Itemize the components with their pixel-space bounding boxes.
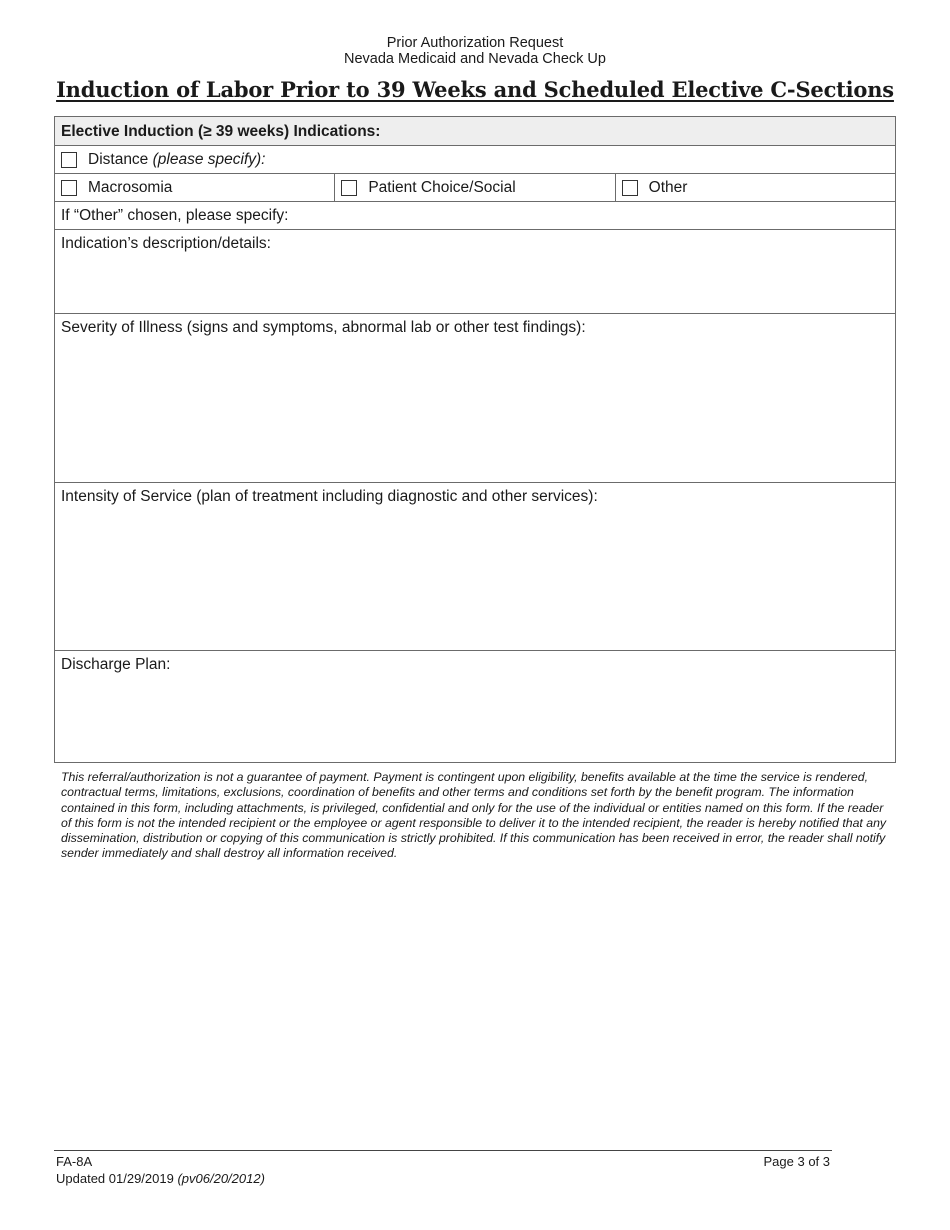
- indication-details-field[interactable]: [55, 229, 895, 313]
- header-line-1: Prior Authorization Request: [386, 35, 564, 51]
- intensity-field[interactable]: [55, 482, 895, 650]
- other-specify-label: If “Other” chosen, please specify:: [61, 207, 289, 224]
- footer-form-info: [56, 1153, 265, 1187]
- form-id: FA-8A: [56, 1154, 93, 1169]
- page-number: Page 3 of 3: [763, 1154, 830, 1169]
- options-row: [55, 173, 895, 201]
- severity-field[interactable]: [55, 313, 895, 482]
- discharge-plan-field[interactable]: [55, 650, 895, 762]
- option-macrosomia[interactable]: [55, 174, 334, 201]
- distance-checkbox[interactable]: [61, 152, 77, 168]
- updated-date: Updated 01/29/2019: [56, 1171, 174, 1186]
- header-line-2: Nevada Medicaid and Nevada Check Up: [344, 51, 606, 67]
- patient-choice-label: Patient Choice/Social: [368, 179, 516, 196]
- disclaimer-text: This referral/authorization is not a guarantee of payment. Payment is contingent upon eligibility, benefits available at the time the service is rendered, contractual terms, limitations, exclusions, coordination of benefits and other terms and conditions set forth by the benefit program. The information contained in this form, including attachments, is privileged, confidential and only for the use of the individual or entities named on this form. If the reader of this form is not the intended recipient or the employee or agent responsible to deliver it to the intended recipient, the reader is hereby notified that any dissemination, distribution or copying of this communication is strictly prohibited. If this communication has been received in error, the reader shall notify sender immediately and shall destroy all information received.: [61, 770, 887, 861]
- discharge-plan-label: Discharge Plan:: [61, 656, 171, 673]
- authorization-form: [54, 116, 896, 763]
- document-header: [0, 35, 950, 67]
- intensity-label: Intensity of Service (plan of treatment including diagnostic and other services):: [61, 488, 598, 505]
- patient-choice-checkbox[interactable]: [341, 180, 357, 196]
- severity-label: Severity of Illness (signs and symptoms, abnormal lab or other test findings):: [61, 319, 586, 336]
- page-title: Induction of Labor Prior to 39 Weeks and Scheduled Elective C-Sections: [56, 77, 894, 102]
- other-checkbox[interactable]: [622, 180, 638, 196]
- distance-row: [55, 145, 895, 173]
- option-patient-choice[interactable]: [334, 174, 614, 201]
- option-other[interactable]: [615, 174, 895, 201]
- previous-version: (pv06/20/2012): [177, 1171, 265, 1186]
- distance-label: Distance: [88, 151, 149, 168]
- other-label: Other: [648, 179, 688, 196]
- macrosomia-checkbox[interactable]: [61, 180, 77, 196]
- other-specify-field[interactable]: [55, 201, 895, 229]
- distance-hint: (please specify):: [152, 151, 266, 168]
- footer-divider: [54, 1150, 832, 1151]
- indication-details-label: Indication’s description/details:: [61, 235, 271, 252]
- macrosomia-label: Macrosomia: [88, 179, 173, 196]
- section-heading: Elective Induction (≥ 39 weeks) Indications:: [55, 117, 895, 145]
